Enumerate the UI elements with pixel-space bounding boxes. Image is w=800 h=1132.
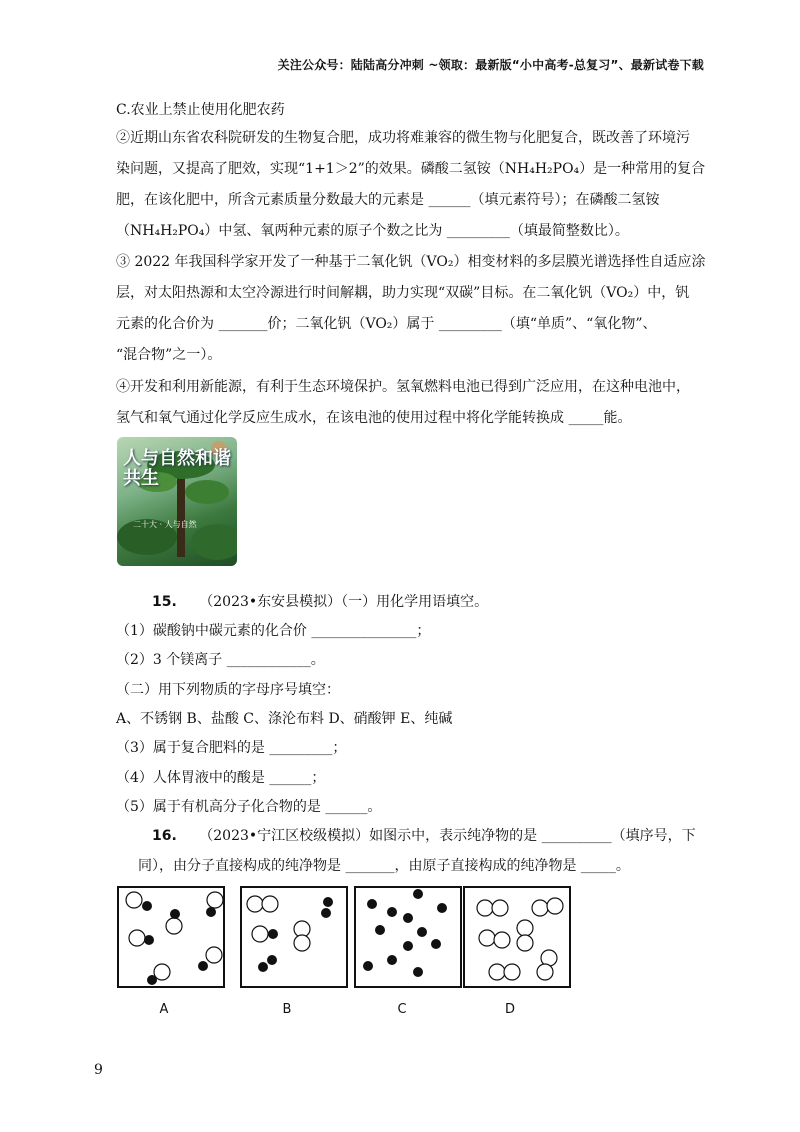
text-line: 氢气和氧气通过化学反应生成水，在该电池的使用过程中将化学能转换成 _____能。	[116, 410, 632, 426]
text-line: （3）属于复合肥料的是 _________；	[116, 740, 347, 756]
text-line: 肥，在该化肥中，所含元素质量分数最大的元素是 ______（填元素符号）；在磷酸二氢铵	[116, 192, 660, 208]
question-text: （2023•宁江区校级模拟）如图示中，表示纯净物的是 __________（填序号，下	[199, 828, 696, 844]
text-line: （二）用下列物质的字母序号填空：	[116, 682, 340, 698]
diagram-label-b: B	[282, 1002, 292, 1017]
text-line: ②近期山东省农科院研发的生物复合肥，成功将难兼容的微生物与化肥复合，既改善了环境污	[116, 130, 690, 146]
text-line: （1）碳酸钠中碳元素的化合价 _______________；	[116, 623, 431, 639]
book-subtitle: 二十大 · 人与自然	[133, 520, 197, 529]
text-line: ③ 2022 年我国科学家开发了一种基于二氧化钒（VO₂）相变材料的多层膜光谱选择性自适应涂	[116, 254, 706, 270]
question-number: 16.	[152, 828, 177, 844]
book-cover-image	[117, 437, 237, 566]
text-line: “混合物”之一）。	[116, 347, 222, 363]
text-line: 染问题，又提高了肥效，实现“1+1＞2”的效果。磷酸二氢铵（NH₄H₂PO₄）是一种常用的复合	[116, 161, 706, 177]
text-line: （5）属于有机高分子化合物的是 ______。	[116, 799, 382, 815]
text-line: C.农业上禁止使用化肥农药	[116, 102, 285, 118]
question-intro: （2023•东安县模拟）（一）用化学用语填空。	[199, 594, 489, 610]
question-number: 15.	[152, 594, 177, 610]
text-line: 同），由分子直接构成的纯净物是 _______，由原子直接构成的纯净物是 _____。	[138, 858, 630, 874]
page-number: 9	[94, 1062, 103, 1078]
book-title: 人与自然和谐共生	[123, 448, 231, 489]
diagram-label-c: C	[397, 1002, 407, 1017]
diagram-box-b	[240, 886, 348, 988]
options-line: A、不锈钢 B、盐酸 C、涤沦布料 D、硝酸钾 E、纯碱	[116, 711, 453, 727]
text-line: （4）人体胃液中的酸是 ______；	[116, 770, 326, 786]
diagram-box-c	[354, 886, 462, 988]
diagram-box-d	[463, 886, 571, 988]
diagram-label-d: D	[504, 1002, 515, 1017]
diagram-box-a	[117, 886, 225, 988]
text-line: ④开发和利用新能源，有利于生态环境保护。氢氧燃料电池已得到广泛应用，在这种电池中，	[116, 379, 690, 395]
text-line: 层，对太阳热源和太空冷源进行时间解耦，助力实现“双碳”目标。在二氧化钒（VO₂）中，钒	[116, 285, 690, 301]
text-line: 元素的化合价为 _______价；二氧化钒（VO₂）属于 _________（填“单质”、“氧化物”、	[116, 316, 657, 332]
page-header: 关注公众号：陆陆高分冲刺 ~领取：最新版“小中高考-总复习”、最新试卷下载	[277, 58, 704, 72]
diagram-label-a: A	[159, 1002, 169, 1017]
text-line: （NH₄H₂PO₄）中氢、氧两种元素的原子个数之比为 _________（填最简整数比）。	[116, 223, 629, 239]
text-line: （2）3 个镁离子 ____________。	[116, 652, 325, 668]
